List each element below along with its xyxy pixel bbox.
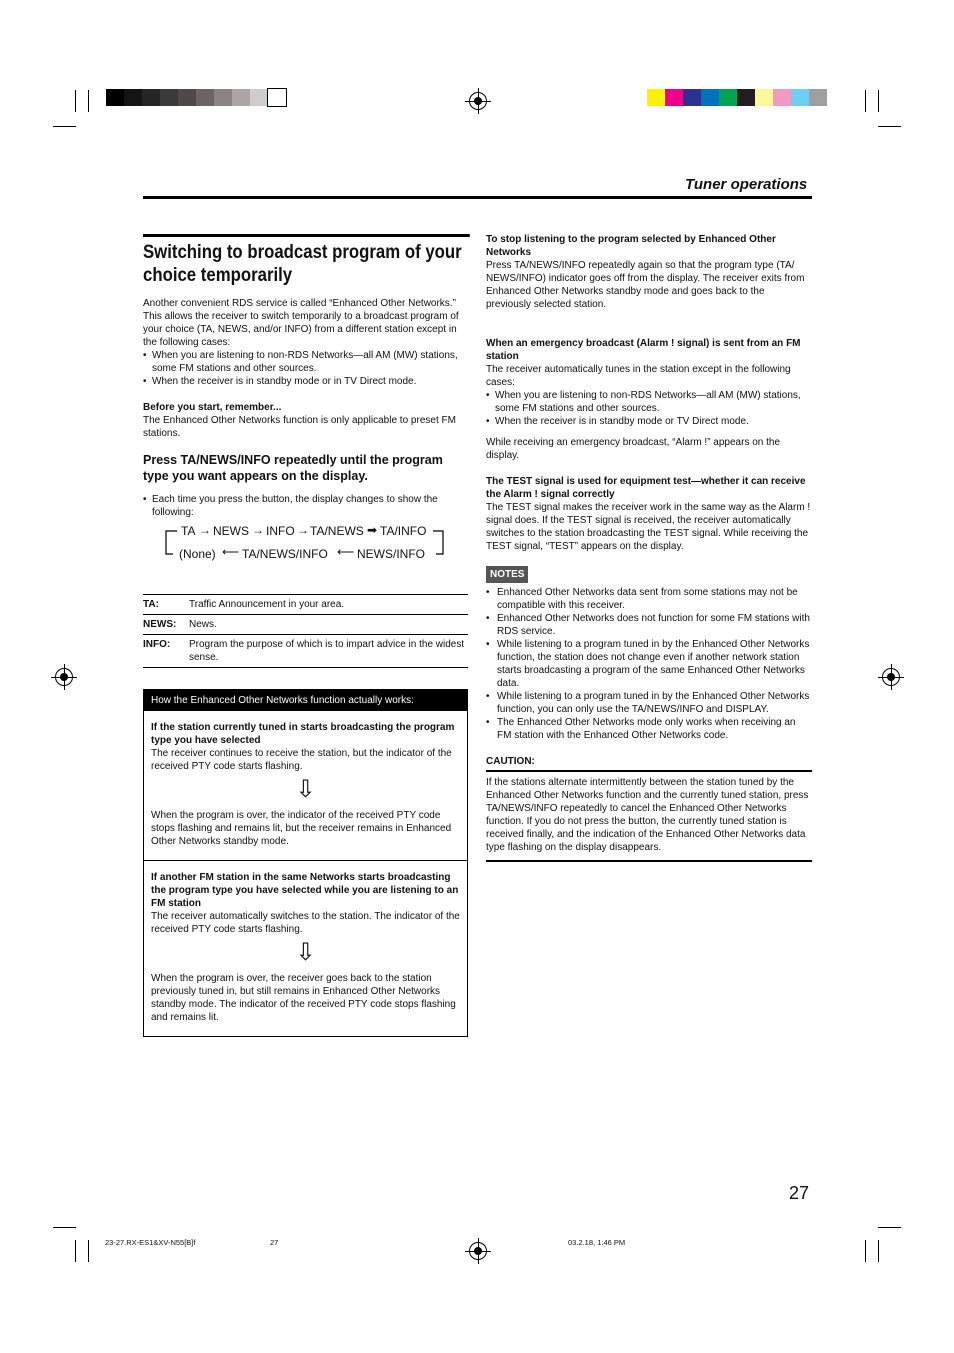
- arrow-right-icon: →: [297, 523, 309, 537]
- emergency-text: The receiver automatically tunes in the station except in the following cases:: [486, 364, 791, 388]
- box-section: [144, 711, 467, 860]
- color-swatch: [791, 89, 809, 106]
- definition-table: [143, 594, 468, 668]
- color-swatch: [773, 89, 791, 106]
- intro-paragraph: This allows the receiver to switch temporarily to a broadcast program of your choice (TA, NEWS, and/or INFO) from a different station except in the following cases:: [143, 311, 459, 348]
- color-swatch: [737, 89, 755, 106]
- caution-text: If the stations alternate intermittently between the station tuned by the Enhanced Other Networks function and the currently tuned station, press TA/NEWS/INFO repeatedly to cancel the Enhanced Other Networks function. If you do not press the button, the currently tuned station is received finally, and the indication of the Enhanced Other Networks data type flashing on the display disappears.: [486, 777, 809, 853]
- box-section-text: When the program is over, the receiver goes back to the station previously tuned in, but still remains in Enhanced Other Networks standby mode. The indicator of the received PTY code stops flashing and remains lit.: [151, 973, 456, 1023]
- how-it-works-box: [143, 689, 468, 1037]
- stop-heading: To stop listening to the program selected by Enhanced Other Networks: [486, 234, 776, 258]
- table-row: [143, 635, 468, 668]
- color-swatch: [178, 89, 196, 106]
- color-swatch: [809, 89, 827, 106]
- color-swatch: [250, 89, 268, 106]
- sequence-item: TA/INFO: [380, 524, 427, 538]
- display-sequence-diagram: [143, 523, 468, 563]
- definition-value: Program the purpose of which is to impart advice in the widest sense.: [189, 635, 468, 668]
- arrow-right-icon: →: [199, 523, 211, 537]
- caution-heading: CAUTION:: [486, 755, 812, 772]
- note-item: • Enhanced Other Networks data sent from some stations may not be compatible with this receiver.: [486, 586, 812, 612]
- caution-rule: [486, 860, 812, 862]
- definition-value: News.: [189, 615, 468, 635]
- arrow-right-icon: →: [252, 523, 264, 537]
- definition-key: NEWS:: [143, 615, 189, 635]
- registration-mark-icon: [469, 1242, 487, 1260]
- color-swatch: [232, 89, 250, 106]
- section-title: Tuner operations: [685, 176, 808, 193]
- list-item: • When you are listening to non-RDS Networks—all AM (MW) stations, some FM stations and other sources.: [486, 389, 812, 415]
- intro-block: [143, 297, 468, 388]
- sequence-item: TA/NEWS: [310, 524, 364, 538]
- table-row: [143, 615, 468, 635]
- stop-text: Press TA/NEWS/INFO repeatedly again so that the program type (TA/ NEWS/INFO) indicator goes off from the display. The receiver exits from Enhanced Other Networks standby mode and goes back to the previously selected station.: [486, 260, 805, 310]
- color-swatch: [719, 89, 737, 106]
- registration-mark-icon: [882, 668, 900, 686]
- header-rule: [143, 196, 812, 199]
- arrow-left-icon: ⟵: [337, 545, 355, 559]
- box-section-title: If the station currently tuned in starts broadcasting the program type you have selected: [151, 722, 455, 746]
- definition-key: TA:: [143, 595, 189, 615]
- note-item: • While listening to a program tuned in by the Enhanced Other Networks function, you can only use the TA/NEWS/INFO and DISPLAY.: [486, 690, 812, 716]
- sequence-item: TA/NEWS/INFO: [242, 547, 328, 561]
- sequence-item: (None): [179, 547, 216, 561]
- emergency-note: While receiving an emergency broadcast, “Alarm !” appears on the display.: [486, 437, 781, 461]
- page-number: 27: [789, 1183, 810, 1203]
- list-item: • When you are listening to non-RDS Networks—all AM (MW) stations, some FM stations and other sources.: [143, 349, 468, 375]
- test-heading: The TEST signal is used for equipment test—whether it can receive the Alarm ! signal correctly: [486, 476, 806, 500]
- arrow-down-icon: ⇩: [295, 939, 316, 966]
- page-title: Switching to broadcast program of your choice temporarily: [143, 234, 470, 287]
- sequence-item: NEWS: [213, 524, 249, 538]
- emergency-heading: When an emergency broadcast (Alarm ! signal) is sent from an FM station: [486, 338, 801, 362]
- box-section: [144, 860, 467, 1036]
- color-swatch: [701, 89, 719, 106]
- color-swatch: [755, 89, 773, 106]
- before-heading: Before you start, remember...: [143, 402, 282, 413]
- caution-block: [486, 755, 812, 862]
- color-swatch: [665, 89, 683, 106]
- box-section-title: If another FM station in the same Networks starts broadcasting the program type you have selected while you are listening to an FM station: [151, 872, 459, 909]
- color-swatch: [196, 89, 214, 106]
- box-section-text: When the program is over, the indicator of the received PTY code stops flashing and remains lit, but the receiver remains in Enhanced Other Networks standby mode.: [151, 810, 452, 847]
- table-row: [143, 595, 468, 615]
- arrow-right-icon: ➡: [367, 523, 378, 537]
- sequence-item: NEWS/INFO: [357, 547, 425, 561]
- slug-date: 03.2.18, 1:46 PM: [568, 1238, 626, 1247]
- color-swatch: [268, 89, 286, 106]
- left-column: [143, 234, 468, 1037]
- arrow-left-icon: ⟵: [222, 545, 240, 559]
- slug-page: 27: [270, 1238, 279, 1247]
- color-swatch: [647, 89, 665, 106]
- sequence-item: INFO: [266, 524, 295, 538]
- list-item: • When the receiver is in standby mode or TV Direct mode.: [486, 415, 812, 428]
- step-bullet: • Each time you press the button, the display changes to show the following:: [143, 493, 468, 519]
- color-swatch: [106, 89, 124, 106]
- slug-filename: 23-27.RX-ES1&XV-N55[B]f: [105, 1238, 196, 1247]
- list-item: • When the receiver is in standby mode or in TV Direct mode.: [143, 375, 468, 388]
- registration-mark-icon: [55, 668, 73, 686]
- note-item: • The Enhanced Other Networks mode only works when receiving an FM station with the Enhanced Other Networks code.: [486, 716, 812, 742]
- definition-value: Traffic Announcement in your area.: [189, 595, 468, 615]
- color-swatch: [683, 89, 701, 106]
- notes-label: NOTES: [486, 566, 528, 583]
- note-item: • While listening to a program tuned in by the Enhanced Other Networks function, the station does not change even if another network station starts broadcasting a program of the same Enhanced Other Networks data.: [486, 638, 812, 690]
- notes-block: [486, 566, 812, 742]
- box-section-text: The receiver continues to receive the station, but the indicator of the received PTY code starts flashing.: [151, 748, 452, 772]
- color-swatch: [142, 89, 160, 106]
- box-section-text: The receiver automatically switches to the station. The indicator of the received PTY code starts flashing.: [151, 911, 460, 935]
- color-swatch: [160, 89, 178, 106]
- registration-mark-icon: [469, 92, 487, 110]
- right-column: [486, 233, 812, 862]
- before-block: [143, 401, 468, 440]
- intro-paragraph: Another convenient RDS service is called “Enhanced Other Networks.”: [143, 298, 456, 309]
- color-swatch: [124, 89, 142, 106]
- box-heading: How the Enhanced Other Networks function actually works:: [144, 690, 467, 711]
- before-text: The Enhanced Other Networks function is only applicable to preset FM stations.: [143, 415, 456, 439]
- test-text: The TEST signal makes the receiver work in the same way as the Alarm ! signal does. If the TEST signal is received, the receiver automatically switches to the station broadcasting the TEST signal. While receiving the TEST signal, “TEST” appears on the display.: [486, 502, 811, 552]
- arrow-down-icon: ⇩: [295, 776, 316, 803]
- sequence-item: TA: [181, 524, 196, 538]
- color-swatch: [214, 89, 232, 106]
- note-item: • Enhanced Other Networks does not function for some FM stations with RDS service.: [486, 612, 812, 638]
- step-heading: Press TA/NEWS/INFO repeatedly until the program type you want appears on the display.: [143, 453, 443, 483]
- definition-key: INFO:: [143, 635, 189, 668]
